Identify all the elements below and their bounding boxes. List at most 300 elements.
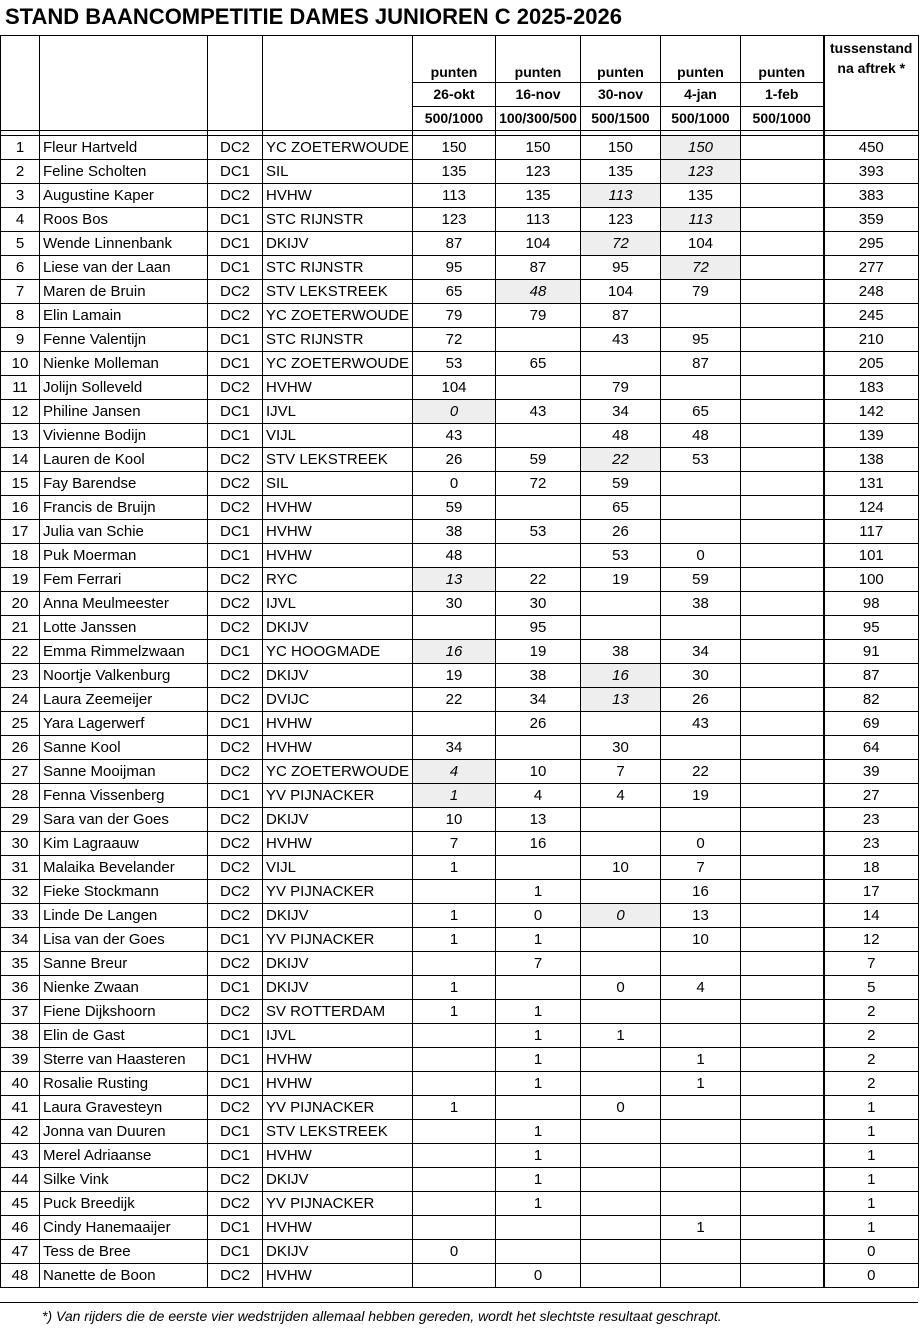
club-cell: DKIJV bbox=[263, 664, 413, 688]
header-total bbox=[824, 36, 919, 83]
score-cell-race-1: 0 bbox=[413, 400, 496, 424]
score-cell-race-4 bbox=[661, 808, 741, 832]
header-date-5: 1-feb bbox=[741, 83, 824, 107]
score-cell-race-1: 19 bbox=[413, 664, 496, 688]
table-row bbox=[1, 1240, 919, 1264]
total-cell: 142 bbox=[824, 400, 919, 424]
score-cell-race-4 bbox=[661, 1096, 741, 1120]
club-cell: IJVL bbox=[263, 400, 413, 424]
rider-name-cell: Puck Breedijk bbox=[40, 1192, 208, 1216]
rider-name-cell: Sanne Mooijman bbox=[40, 760, 208, 784]
total-cell: 138 bbox=[824, 448, 919, 472]
score-cell-race-3: 13 bbox=[581, 688, 661, 712]
score-cell-race-2: 38 bbox=[496, 664, 581, 688]
score-cell-race-2: 113 bbox=[496, 208, 581, 232]
score-cell-race-3 bbox=[581, 832, 661, 856]
club-cell: YV PIJNACKER bbox=[263, 928, 413, 952]
score-cell-race-5 bbox=[741, 328, 824, 352]
score-cell-race-4 bbox=[661, 1024, 741, 1048]
score-cell-race-4 bbox=[661, 952, 741, 976]
header-punten-3: punten bbox=[581, 36, 661, 83]
score-cell-race-5 bbox=[741, 352, 824, 376]
class-cell: DC2 bbox=[208, 448, 263, 472]
club-cell: VIJL bbox=[263, 856, 413, 880]
table-row bbox=[1, 928, 919, 952]
score-cell-race-3: 4 bbox=[581, 784, 661, 808]
class-cell: DC2 bbox=[208, 472, 263, 496]
score-cell-race-1: 22 bbox=[413, 688, 496, 712]
class-cell: DC1 bbox=[208, 232, 263, 256]
score-cell-race-1: 95 bbox=[413, 256, 496, 280]
score-cell-race-4: 79 bbox=[661, 280, 741, 304]
total-cell: 64 bbox=[824, 736, 919, 760]
standings-sheet bbox=[0, 35, 918, 1288]
score-cell-race-4: 0 bbox=[661, 544, 741, 568]
score-cell-race-2: 104 bbox=[496, 232, 581, 256]
class-cell: DC1 bbox=[208, 208, 263, 232]
rank-cell: 17 bbox=[1, 520, 40, 544]
score-cell-race-4: 113 bbox=[661, 208, 741, 232]
score-cell-race-5 bbox=[741, 1216, 824, 1240]
score-cell-race-3: 104 bbox=[581, 280, 661, 304]
score-cell-race-1: 65 bbox=[413, 280, 496, 304]
score-cell-race-3 bbox=[581, 1072, 661, 1096]
header-row-dates bbox=[1, 83, 919, 107]
bottom-divider bbox=[0, 1302, 918, 1303]
score-cell-race-2: 59 bbox=[496, 448, 581, 472]
total-cell: 91 bbox=[824, 640, 919, 664]
score-cell-race-4 bbox=[661, 1192, 741, 1216]
rider-name-cell: Fay Barendse bbox=[40, 472, 208, 496]
table-row bbox=[1, 664, 919, 688]
class-cell: DC1 bbox=[208, 1024, 263, 1048]
score-cell-race-1: 1 bbox=[413, 1000, 496, 1024]
club-cell: SIL bbox=[263, 160, 413, 184]
table-row bbox=[1, 160, 919, 184]
score-cell-race-1: 1 bbox=[413, 1096, 496, 1120]
score-cell-race-4 bbox=[661, 472, 741, 496]
score-cell-race-2: 48 bbox=[496, 280, 581, 304]
table-row bbox=[1, 376, 919, 400]
score-cell-race-5 bbox=[741, 1072, 824, 1096]
score-cell-race-4: 43 bbox=[661, 712, 741, 736]
total-cell: 27 bbox=[824, 784, 919, 808]
score-cell-race-4: 72 bbox=[661, 256, 741, 280]
rank-cell: 32 bbox=[1, 880, 40, 904]
rank-cell: 14 bbox=[1, 448, 40, 472]
rank-cell: 7 bbox=[1, 280, 40, 304]
rank-cell: 28 bbox=[1, 784, 40, 808]
club-cell: DKIJV bbox=[263, 808, 413, 832]
club-cell: YC ZOETERWOUDE bbox=[263, 136, 413, 160]
score-cell-race-1 bbox=[413, 880, 496, 904]
header-punten-1: punten bbox=[413, 36, 496, 83]
score-cell-race-3: 30 bbox=[581, 736, 661, 760]
score-cell-race-3: 135 bbox=[581, 160, 661, 184]
rider-name-cell: Sara van der Goes bbox=[40, 808, 208, 832]
total-cell: 2 bbox=[824, 1072, 919, 1096]
table-row bbox=[1, 880, 919, 904]
score-cell-race-5 bbox=[741, 712, 824, 736]
score-cell-race-3: 34 bbox=[581, 400, 661, 424]
total-cell: 1 bbox=[824, 1144, 919, 1168]
table-row bbox=[1, 232, 919, 256]
total-cell: 87 bbox=[824, 664, 919, 688]
table-row bbox=[1, 256, 919, 280]
club-cell: YC ZOETERWOUDE bbox=[263, 760, 413, 784]
score-cell-race-5 bbox=[741, 1024, 824, 1048]
header-punten-2: punten bbox=[496, 36, 581, 83]
class-cell: DC1 bbox=[208, 976, 263, 1000]
rank-cell: 44 bbox=[1, 1168, 40, 1192]
score-cell-race-2: 22 bbox=[496, 568, 581, 592]
score-cell-race-2: 43 bbox=[496, 400, 581, 424]
score-cell-race-1: 59 bbox=[413, 496, 496, 520]
score-cell-race-1: 38 bbox=[413, 520, 496, 544]
rider-name-cell: Lotte Janssen bbox=[40, 616, 208, 640]
score-cell-race-2: 26 bbox=[496, 712, 581, 736]
class-cell: DC1 bbox=[208, 1144, 263, 1168]
score-cell-race-5 bbox=[741, 832, 824, 856]
score-cell-race-3: 65 bbox=[581, 496, 661, 520]
score-cell-race-1 bbox=[413, 1192, 496, 1216]
club-cell: HVHW bbox=[263, 376, 413, 400]
standings-table bbox=[0, 35, 919, 1288]
score-cell-race-1 bbox=[413, 1264, 496, 1288]
footnote: *) Van rijders die de eerste vier wedstrijden allemaal hebben gereden, wordt het slechtste resultaat geschrapt. bbox=[42, 1308, 722, 1324]
header-date-4: 4-jan bbox=[661, 83, 741, 107]
score-cell-race-1: 16 bbox=[413, 640, 496, 664]
header-row-weights bbox=[1, 107, 919, 131]
score-cell-race-4: 59 bbox=[661, 568, 741, 592]
club-cell: HVHW bbox=[263, 736, 413, 760]
score-cell-race-2: 1 bbox=[496, 880, 581, 904]
score-cell-race-5 bbox=[741, 160, 824, 184]
score-cell-race-1: 0 bbox=[413, 472, 496, 496]
rank-cell: 4 bbox=[1, 208, 40, 232]
total-cell: 23 bbox=[824, 808, 919, 832]
score-cell-race-2: 7 bbox=[496, 952, 581, 976]
score-cell-race-4: 123 bbox=[661, 160, 741, 184]
rider-name-cell: Noortje Valkenburg bbox=[40, 664, 208, 688]
class-cell: DC2 bbox=[208, 184, 263, 208]
score-cell-race-3 bbox=[581, 1240, 661, 1264]
rank-cell: 18 bbox=[1, 544, 40, 568]
table-row bbox=[1, 1264, 919, 1288]
rank-cell: 3 bbox=[1, 184, 40, 208]
table-row bbox=[1, 208, 919, 232]
rider-name-cell: Maren de Bruin bbox=[40, 280, 208, 304]
score-cell-race-5 bbox=[741, 592, 824, 616]
score-cell-race-3 bbox=[581, 880, 661, 904]
rider-name-cell: Fiene Dijkshoorn bbox=[40, 1000, 208, 1024]
score-cell-race-5 bbox=[741, 904, 824, 928]
score-cell-race-2: 95 bbox=[496, 616, 581, 640]
score-cell-race-2: 1 bbox=[496, 1072, 581, 1096]
class-cell: DC2 bbox=[208, 1168, 263, 1192]
score-cell-race-4: 104 bbox=[661, 232, 741, 256]
club-cell: YV PIJNACKER bbox=[263, 1096, 413, 1120]
class-cell: DC1 bbox=[208, 424, 263, 448]
score-cell-race-5 bbox=[741, 256, 824, 280]
total-cell: 117 bbox=[824, 520, 919, 544]
score-cell-race-5 bbox=[741, 448, 824, 472]
class-cell: DC1 bbox=[208, 520, 263, 544]
club-cell: HVHW bbox=[263, 184, 413, 208]
club-cell: HVHW bbox=[263, 712, 413, 736]
score-cell-race-2 bbox=[496, 1240, 581, 1264]
rider-name-cell: Sanne Kool bbox=[40, 736, 208, 760]
score-cell-race-2: 1 bbox=[496, 1120, 581, 1144]
score-cell-race-4 bbox=[661, 376, 741, 400]
rider-name-cell: Fenne Valentijn bbox=[40, 328, 208, 352]
score-cell-race-3: 1 bbox=[581, 1024, 661, 1048]
score-cell-race-4 bbox=[661, 1240, 741, 1264]
score-cell-race-1: 48 bbox=[413, 544, 496, 568]
club-cell: YV PIJNACKER bbox=[263, 1192, 413, 1216]
rank-cell: 19 bbox=[1, 568, 40, 592]
score-cell-race-2: 65 bbox=[496, 352, 581, 376]
score-cell-race-5 bbox=[741, 616, 824, 640]
total-cell: 101 bbox=[824, 544, 919, 568]
rank-cell: 29 bbox=[1, 808, 40, 832]
score-cell-race-2 bbox=[496, 736, 581, 760]
score-cell-race-1: 113 bbox=[413, 184, 496, 208]
table-row bbox=[1, 328, 919, 352]
club-cell: YC ZOETERWOUDE bbox=[263, 304, 413, 328]
club-cell: STC RIJNSTR bbox=[263, 256, 413, 280]
score-cell-race-2: 1 bbox=[496, 1000, 581, 1024]
score-cell-race-1 bbox=[413, 1120, 496, 1144]
score-cell-race-3 bbox=[581, 928, 661, 952]
club-cell: HVHW bbox=[263, 1072, 413, 1096]
table-row bbox=[1, 1168, 919, 1192]
club-cell: DVIJC bbox=[263, 688, 413, 712]
class-cell: DC1 bbox=[208, 1216, 263, 1240]
score-cell-race-3 bbox=[581, 1264, 661, 1288]
rider-name-cell: Elin Lamain bbox=[40, 304, 208, 328]
rider-name-cell: Linde De Langen bbox=[40, 904, 208, 928]
score-cell-race-2: 10 bbox=[496, 760, 581, 784]
score-cell-race-2: 13 bbox=[496, 808, 581, 832]
score-cell-race-3: 0 bbox=[581, 976, 661, 1000]
header-date-3: 30-nov bbox=[581, 83, 661, 107]
class-cell: DC1 bbox=[208, 256, 263, 280]
score-cell-race-1: 104 bbox=[413, 376, 496, 400]
header-weight-1: 500/1000 bbox=[413, 107, 496, 131]
score-cell-race-1: 135 bbox=[413, 160, 496, 184]
rank-cell: 25 bbox=[1, 712, 40, 736]
score-cell-race-1 bbox=[413, 1144, 496, 1168]
score-cell-race-1: 10 bbox=[413, 808, 496, 832]
rider-name-cell: Merel Adriaanse bbox=[40, 1144, 208, 1168]
table-row bbox=[1, 184, 919, 208]
score-cell-race-4: 19 bbox=[661, 784, 741, 808]
total-cell: 7 bbox=[824, 952, 919, 976]
score-cell-race-2 bbox=[496, 376, 581, 400]
rider-name-cell: Jonna van Duuren bbox=[40, 1120, 208, 1144]
rider-name-cell: Kim Lagraauw bbox=[40, 832, 208, 856]
score-cell-race-3 bbox=[581, 1120, 661, 1144]
class-cell: DC1 bbox=[208, 928, 263, 952]
total-cell: 100 bbox=[824, 568, 919, 592]
header-date-1: 26-okt bbox=[413, 83, 496, 107]
score-cell-race-4 bbox=[661, 304, 741, 328]
header-punten-4: punten bbox=[661, 36, 741, 83]
score-cell-race-1: 30 bbox=[413, 592, 496, 616]
score-cell-race-2 bbox=[496, 328, 581, 352]
header-row-punten bbox=[1, 36, 919, 83]
club-cell: VIJL bbox=[263, 424, 413, 448]
score-cell-race-3: 26 bbox=[581, 520, 661, 544]
total-cell: 383 bbox=[824, 184, 919, 208]
club-cell: HVHW bbox=[263, 1264, 413, 1288]
total-cell: 359 bbox=[824, 208, 919, 232]
score-cell-race-2: 87 bbox=[496, 256, 581, 280]
total-cell: 95 bbox=[824, 616, 919, 640]
club-cell: HVHW bbox=[263, 496, 413, 520]
club-cell: DKIJV bbox=[263, 904, 413, 928]
total-cell: 183 bbox=[824, 376, 919, 400]
rank-cell: 34 bbox=[1, 928, 40, 952]
score-cell-race-4 bbox=[661, 496, 741, 520]
score-cell-race-5 bbox=[741, 1096, 824, 1120]
rider-name-cell: Lauren de Kool bbox=[40, 448, 208, 472]
header-weight-4: 500/1000 bbox=[661, 107, 741, 131]
club-cell: YV PIJNACKER bbox=[263, 784, 413, 808]
score-cell-race-5 bbox=[741, 1192, 824, 1216]
class-cell: DC2 bbox=[208, 688, 263, 712]
rider-name-cell: Fenna Vissenberg bbox=[40, 784, 208, 808]
class-cell: DC2 bbox=[208, 136, 263, 160]
header-weight-3: 500/1500 bbox=[581, 107, 661, 131]
rank-cell: 36 bbox=[1, 976, 40, 1000]
score-cell-race-2: 1 bbox=[496, 1048, 581, 1072]
club-cell: HVHW bbox=[263, 1048, 413, 1072]
rider-name-cell: Julia van Schie bbox=[40, 520, 208, 544]
score-cell-race-3: 79 bbox=[581, 376, 661, 400]
score-cell-race-2: 79 bbox=[496, 304, 581, 328]
rank-cell: 20 bbox=[1, 592, 40, 616]
score-cell-race-4: 4 bbox=[661, 976, 741, 1000]
table-row bbox=[1, 856, 919, 880]
score-cell-race-5 bbox=[741, 1048, 824, 1072]
score-cell-race-3 bbox=[581, 1144, 661, 1168]
score-cell-race-4: 0 bbox=[661, 832, 741, 856]
score-cell-race-1: 123 bbox=[413, 208, 496, 232]
table-row bbox=[1, 304, 919, 328]
class-cell: DC2 bbox=[208, 1264, 263, 1288]
score-cell-race-1: 34 bbox=[413, 736, 496, 760]
score-cell-race-1: 26 bbox=[413, 448, 496, 472]
score-cell-race-3: 87 bbox=[581, 304, 661, 328]
score-cell-race-4: 13 bbox=[661, 904, 741, 928]
score-cell-race-2: 34 bbox=[496, 688, 581, 712]
score-cell-race-2: 72 bbox=[496, 472, 581, 496]
class-cell: DC1 bbox=[208, 328, 263, 352]
rank-cell: 13 bbox=[1, 424, 40, 448]
score-cell-race-2: 1 bbox=[496, 1168, 581, 1192]
score-cell-race-1: 53 bbox=[413, 352, 496, 376]
score-cell-race-4 bbox=[661, 736, 741, 760]
table-row bbox=[1, 1216, 919, 1240]
score-cell-race-2: 0 bbox=[496, 904, 581, 928]
rank-cell: 43 bbox=[1, 1144, 40, 1168]
club-cell: DKIJV bbox=[263, 1240, 413, 1264]
score-cell-race-2: 0 bbox=[496, 1264, 581, 1288]
score-cell-race-1: 43 bbox=[413, 424, 496, 448]
header-weight-5: 500/1000 bbox=[741, 107, 824, 131]
total-cell: 2 bbox=[824, 1024, 919, 1048]
score-cell-race-1 bbox=[413, 1048, 496, 1072]
score-cell-race-3 bbox=[581, 1048, 661, 1072]
rank-cell: 37 bbox=[1, 1000, 40, 1024]
total-cell: 393 bbox=[824, 160, 919, 184]
header-date-2: 16-nov bbox=[496, 83, 581, 107]
table-row bbox=[1, 1096, 919, 1120]
score-cell-race-3 bbox=[581, 1192, 661, 1216]
class-cell: DC2 bbox=[208, 1000, 263, 1024]
total-cell: 14 bbox=[824, 904, 919, 928]
rider-name-cell: Nienke Zwaan bbox=[40, 976, 208, 1000]
table-row bbox=[1, 544, 919, 568]
club-cell: HVHW bbox=[263, 1144, 413, 1168]
score-cell-race-5 bbox=[741, 1120, 824, 1144]
club-cell: DKIJV bbox=[263, 976, 413, 1000]
class-cell: DC2 bbox=[208, 304, 263, 328]
score-cell-race-4 bbox=[661, 1000, 741, 1024]
score-cell-race-3: 16 bbox=[581, 664, 661, 688]
rank-cell: 1 bbox=[1, 136, 40, 160]
rider-name-cell: Sanne Breur bbox=[40, 952, 208, 976]
score-cell-race-3: 38 bbox=[581, 640, 661, 664]
rank-cell: 23 bbox=[1, 664, 40, 688]
rider-name-cell: Fleur Hartveld bbox=[40, 136, 208, 160]
rider-name-cell: Anna Meulmeester bbox=[40, 592, 208, 616]
class-cell: DC2 bbox=[208, 496, 263, 520]
table-row bbox=[1, 520, 919, 544]
score-cell-race-1: 72 bbox=[413, 328, 496, 352]
class-cell: DC2 bbox=[208, 856, 263, 880]
score-cell-race-5 bbox=[741, 568, 824, 592]
club-cell: DKIJV bbox=[263, 232, 413, 256]
class-cell: DC1 bbox=[208, 160, 263, 184]
table-row bbox=[1, 760, 919, 784]
class-cell: DC1 bbox=[208, 352, 263, 376]
score-cell-race-1 bbox=[413, 1072, 496, 1096]
class-cell: DC1 bbox=[208, 1120, 263, 1144]
class-cell: DC1 bbox=[208, 544, 263, 568]
score-cell-race-5 bbox=[741, 280, 824, 304]
rank-cell: 10 bbox=[1, 352, 40, 376]
score-cell-race-3 bbox=[581, 616, 661, 640]
club-cell: HVHW bbox=[263, 544, 413, 568]
score-cell-race-3: 53 bbox=[581, 544, 661, 568]
class-cell: DC2 bbox=[208, 736, 263, 760]
score-cell-race-2: 16 bbox=[496, 832, 581, 856]
rider-name-cell: Nanette de Boon bbox=[40, 1264, 208, 1288]
header-total-line1: tussenstand bbox=[830, 40, 913, 56]
total-cell: 39 bbox=[824, 760, 919, 784]
club-cell: IJVL bbox=[263, 592, 413, 616]
table-row bbox=[1, 568, 919, 592]
table-row bbox=[1, 904, 919, 928]
rank-cell: 33 bbox=[1, 904, 40, 928]
club-cell: SIL bbox=[263, 472, 413, 496]
score-cell-race-2 bbox=[496, 424, 581, 448]
class-cell: DC1 bbox=[208, 1048, 263, 1072]
score-cell-race-1 bbox=[413, 616, 496, 640]
